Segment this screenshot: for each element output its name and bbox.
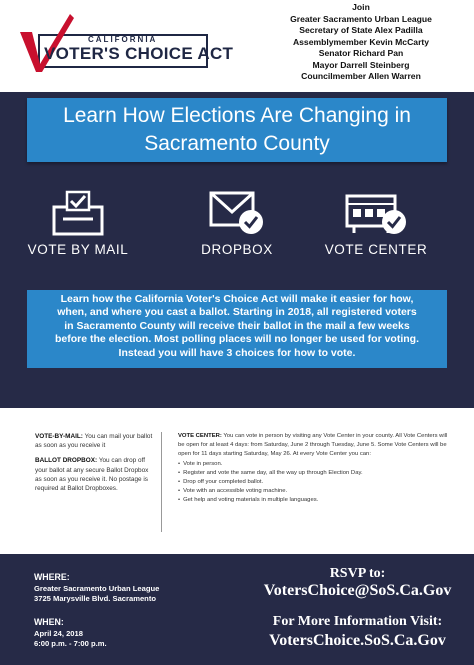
info-text [35, 293, 439, 360]
when-label: WHEN: [34, 617, 64, 627]
choice-label: VOTE CENTER [324, 242, 428, 257]
join-line: Greater Sacramento Urban League [290, 13, 432, 24]
where-label: WHERE: [34, 572, 70, 582]
ballot-dropbox-text: You can drop off your ballot at any secure Ballot Dropbox as soon as you receive it. No postage is required at Ballot Dropboxes. [35, 457, 149, 493]
info-box [27, 290, 447, 368]
where-line: 3725 Marysville Blvd. Sacramento [34, 594, 156, 603]
ballot-dropbox-title: BALLOT DROPBOX: [35, 457, 98, 465]
choice-label: DROPBOX [201, 242, 273, 257]
list-item: • Vote with an accessible voting machine. [178, 487, 453, 496]
list-item: • Register and vote the same day, all the way up through Election Day. [178, 469, 453, 478]
list-item: • Drop off your completed ballot. [178, 478, 453, 487]
ballot-box-icon [51, 190, 105, 236]
column-divider [161, 432, 162, 532]
headline-banner [27, 98, 447, 162]
headline [27, 102, 447, 158]
when-line: 6:00 p.m. - 7:00 p.m. [34, 639, 107, 648]
join-line: Assemblymember Kevin McCarty [292, 36, 430, 47]
more-info-url[interactable]: VotersChoice.SoS.Ca.Gov [269, 632, 446, 649]
logo-title-text: VOTER'S CHOICE ACT [44, 44, 234, 63]
choice-vote-by-mail [3, 190, 153, 257]
headline-line: Learn How Elections Are Changing in [63, 104, 411, 127]
join-list [256, 2, 466, 83]
join-line: Mayor Darrell Steinberg [312, 59, 410, 70]
header [0, 0, 474, 92]
list-item: • Vote in person. [178, 460, 453, 469]
vote-center-paragraph [178, 432, 453, 460]
when-line: April 24, 2018 [34, 629, 83, 638]
vote-center-list [178, 460, 453, 506]
choice-dropbox [162, 190, 312, 257]
ballot-dropbox-paragraph [35, 456, 155, 493]
info-line: in Sacramento County will receive their ballot in the mail a few weeks [64, 319, 410, 332]
envelope-check-icon [208, 190, 266, 236]
checkmark-icon [18, 12, 78, 74]
join-line: Councilmember Allen Warren [301, 71, 421, 81]
details-right-column [178, 432, 453, 506]
info-line: Learn how the California Voter's Choice Act will make it easier for how, [60, 293, 414, 305]
vote-by-mail-paragraph [35, 432, 155, 450]
vote-by-mail-text: You can mail your ballot as soon as you receive it [35, 433, 153, 450]
info-line: Instead you will have 3 choices for how to vote. [118, 346, 356, 359]
where-line: Greater Sacramento Urban League [34, 584, 160, 593]
info-line: when, and where you cast a ballot. Starting in 2018, all registered voters [57, 306, 417, 319]
more-info-label: For More Information Visit: [272, 614, 443, 629]
vote-center-icon [344, 190, 408, 236]
join-line: Senator Richard Pan [318, 48, 404, 58]
info-line: before the election. Most polling places will no longer be used for voting. [54, 333, 420, 346]
rsvp-label: RSVP to: [329, 566, 386, 581]
choice-label: VOTE BY MAIL [27, 242, 129, 257]
rsvp-email[interactable]: VotersChoice@SoS.Ca.Gov [263, 582, 452, 599]
vote-center-text: You can vote in person by visiting any Vote Center in your county. All Vote Centers will be open for at least 4 days: from Saturday, June 2 through Tuesday, June 5. Some Vote Centers will be open for 11 days starting Saturday, May 26. At every Vote Center you can: [178, 433, 448, 458]
headline-line: Sacramento County [144, 132, 330, 155]
logo-state-text: CALIFORNIA [88, 35, 158, 44]
voters-choice-act-logo [18, 12, 234, 74]
details-left-column [35, 432, 155, 499]
vote-center-title: VOTE CENTER: [178, 433, 222, 439]
join-line: Secretary of State Alex Padilla [299, 25, 423, 35]
list-item: • Get help and voting materials in multiple languages. [178, 496, 453, 505]
vote-by-mail-title: VOTE-BY-MAIL: [35, 433, 83, 440]
choice-vote-center [301, 190, 451, 257]
join-line: Join [352, 2, 370, 12]
